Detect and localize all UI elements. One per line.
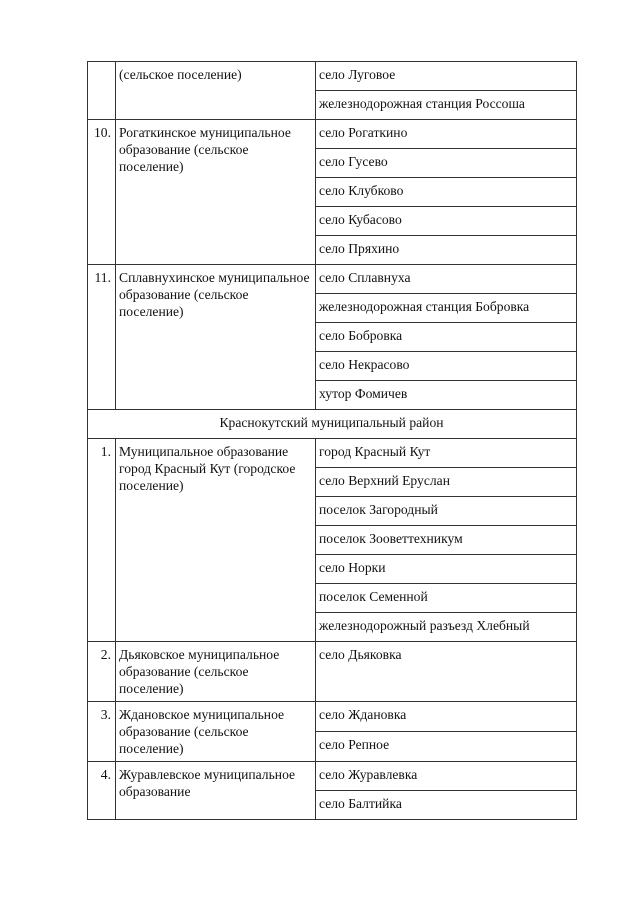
table-body xyxy=(88,62,577,820)
row-number: 1. xyxy=(88,439,116,642)
district-heading: Краснокутский муниципальный район xyxy=(88,410,577,439)
settlement-cell: село Верхний Еруслан xyxy=(316,468,577,497)
table-row xyxy=(88,265,577,294)
municipality-name: Ждановское муниципальное образование (сельское поселение) xyxy=(116,702,316,762)
settlements-table xyxy=(87,61,577,820)
settlement-cell: железнодорожный разъезд Хлебный xyxy=(316,613,577,642)
municipality-name: Рогаткинское муниципальное образование (сельское поселение) xyxy=(116,120,316,265)
municipality-name: Муниципальное образование город Красный Кут (городское поселение) xyxy=(116,439,316,642)
municipality-name: Журавлевское муниципальное образование xyxy=(116,762,316,820)
settlement-cell: село Ждановка xyxy=(316,702,577,732)
settlement-cell: село Балтийка xyxy=(316,791,577,820)
row-number xyxy=(88,62,116,120)
settlement-cell: село Репное xyxy=(316,732,577,762)
settlement-cell: город Красный Кут xyxy=(316,439,577,468)
settlement-cell: село Сплавнуха xyxy=(316,265,577,294)
settlement-cell: железнодорожная станция Россоша xyxy=(316,91,577,120)
settlement-cell: село Гусево xyxy=(316,149,577,178)
municipality-name: Сплавнухинское муниципальное образование (сельское поселение) xyxy=(116,265,316,410)
settlement-cell: село Бобровка xyxy=(316,323,577,352)
table-row xyxy=(88,120,577,149)
settlement-cell: хутор Фомичев xyxy=(316,381,577,410)
table-row xyxy=(88,439,577,468)
settlement-cell: село Клубково xyxy=(316,178,577,207)
settlement-cell: поселок Загородный xyxy=(316,497,577,526)
table-row xyxy=(88,702,577,732)
row-number: 10. xyxy=(88,120,116,265)
settlement-cell: село Норки xyxy=(316,555,577,584)
settlement-cell: железнодорожная станция Бобровка xyxy=(316,294,577,323)
settlement-cell: село Рогаткино xyxy=(316,120,577,149)
municipality-name: Дьяковское муниципальное образование (сельское поселение) xyxy=(116,642,316,702)
municipality-name: (сельское поселение) xyxy=(116,62,316,120)
settlement-cell: поселок Семенной xyxy=(316,584,577,613)
table-row xyxy=(88,642,577,702)
settlement-cell: село Луговое xyxy=(316,62,577,91)
settlement-cell: село Журавлевка xyxy=(316,762,577,791)
settlement-cell: село Некрасово xyxy=(316,352,577,381)
settlement-cell: поселок Зооветтехникум xyxy=(316,526,577,555)
settlement-cell: село Пряхино xyxy=(316,236,577,265)
row-number: 3. xyxy=(88,702,116,762)
table-row xyxy=(88,62,577,91)
row-number: 4. xyxy=(88,762,116,820)
table-row xyxy=(88,762,577,791)
row-number: 2. xyxy=(88,642,116,702)
settlement-cell: село Дьяковка xyxy=(316,642,577,702)
settlement-cell: село Кубасово xyxy=(316,207,577,236)
row-number: 11. xyxy=(88,265,116,410)
district-row xyxy=(88,410,577,439)
